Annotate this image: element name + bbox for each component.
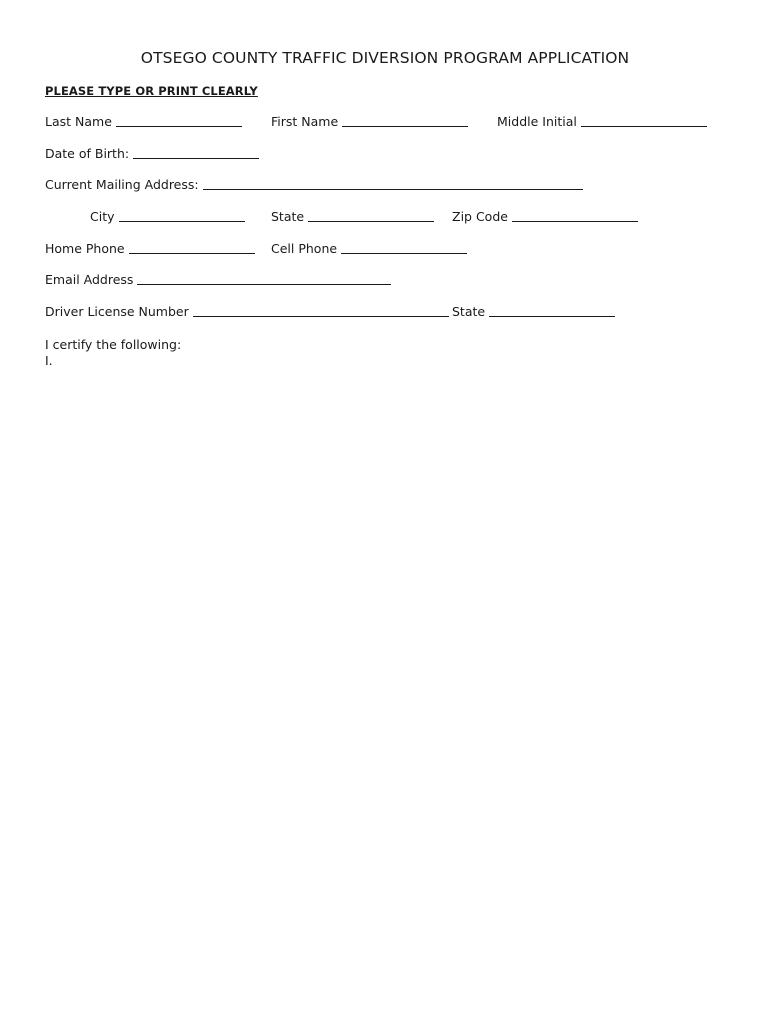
first-name-field[interactable] [271,114,468,129]
state-field[interactable] [271,209,434,224]
home-phone-label: Home Phone [45,241,125,256]
middle-initial-label: Middle Initial [497,114,577,129]
zip-code-input-line[interactable] [512,221,638,222]
license-number-field[interactable] [45,304,449,319]
home-phone-field[interactable] [45,241,255,256]
city-label: City [90,209,115,224]
first-name-input-line[interactable] [342,126,468,127]
state-label: State [271,209,305,224]
middle-initial-input-line[interactable] [581,126,707,127]
email-input-line[interactable] [137,284,391,285]
city-input-line[interactable] [119,221,245,222]
license-state-input-line[interactable] [489,316,615,317]
middle-initial-field[interactable] [497,114,707,129]
email-field[interactable] [45,272,391,287]
license-number-label: Driver License Number [45,304,189,319]
date-of-birth-field[interactable] [45,146,259,161]
license-state-field[interactable] [452,304,615,319]
first-name-label: First Name [271,114,339,129]
date-of-birth-input-line[interactable] [133,158,259,159]
date-of-birth-label: Date of Birth: [45,146,130,161]
email-label: Email Address [45,272,134,287]
mailing-address-label: Current Mailing Address: [45,177,199,192]
license-state-label: State [452,304,486,319]
page-title: OTSEGO COUNTY TRAFFIC DIVERSION PROGRAM APPLICATION [140,49,630,67]
cell-phone-field[interactable] [271,241,467,256]
zip-code-label: Zip Code [452,209,508,224]
certify-item-1: I. [45,353,53,368]
state-input-line[interactable] [308,221,434,222]
cell-phone-label: Cell Phone [271,241,338,256]
cell-phone-input-line[interactable] [341,253,467,254]
last-name-field[interactable] [45,114,242,129]
home-phone-input-line[interactable] [129,253,255,254]
mailing-address-field[interactable] [45,177,583,192]
certify-heading: I certify the following: [45,337,182,352]
last-name-label: Last Name [45,114,112,129]
last-name-input-line[interactable] [116,126,242,127]
instructions-heading: PLEASE TYPE OR PRINT CLEARLY [45,84,258,98]
mailing-address-input-line[interactable] [203,189,583,190]
city-field[interactable] [90,209,245,224]
zip-code-field[interactable] [452,209,638,224]
license-number-input-line[interactable] [193,316,449,317]
